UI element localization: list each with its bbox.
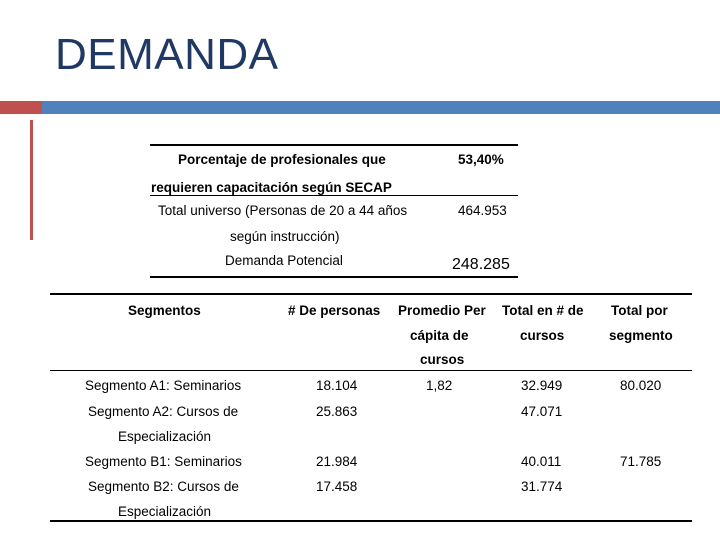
summary-row1-value: 53,40%	[458, 152, 504, 167]
summary-row3-value: 248.285	[452, 256, 510, 273]
row-total-segmento: 71.785	[620, 454, 662, 469]
summary-row2-value: 464.953	[458, 203, 507, 218]
header-total-cursos-1: Total en # de	[502, 303, 584, 318]
header-segmentos: Segmentos	[128, 303, 201, 318]
row-segment: Segmento B2: Cursos de	[88, 479, 239, 494]
segments-bottom-rule	[50, 520, 692, 522]
header-promedio-1: Promedio Per	[398, 303, 486, 318]
summary-row2-label-2: según instrucción)	[230, 229, 340, 244]
summary-top-rule	[150, 144, 518, 146]
row-total-cursos: 31.774	[521, 479, 563, 494]
summary-row2-label-1: Total universo (Personas de 20 a 44 años	[158, 203, 408, 218]
row-segment-cont: Especialización	[118, 504, 212, 519]
header-personas: # De personas	[288, 303, 381, 318]
row-total-cursos: 32.949	[521, 378, 563, 393]
row-personas: 18.104	[316, 378, 358, 393]
segments-header-rule	[50, 370, 692, 371]
header-total-segmento-2: segmento	[609, 328, 673, 343]
summary-row1-label-2: requieren capacitación según SECAP	[151, 180, 392, 195]
row-personas: 21.984	[316, 454, 358, 469]
row-personas: 17.458	[316, 479, 358, 494]
header-total-segmento-1: Total por	[611, 303, 668, 318]
row-segment: Segmento A1: Seminarios	[85, 378, 242, 393]
segments-top-rule	[50, 293, 692, 295]
row-promedio: 1,82	[426, 378, 453, 393]
row-personas: 25.863	[316, 404, 358, 419]
row-segment: Segmento B1: Seminarios	[85, 454, 242, 469]
slide-title: DEMANDA	[55, 30, 279, 79]
row-segment: Segmento A2: Cursos de	[88, 404, 239, 419]
header-promedio-3: cursos	[420, 352, 465, 367]
accent-gap	[0, 114, 720, 120]
header-promedio-2: cápita de	[410, 328, 469, 343]
left-accent-line	[30, 120, 33, 240]
row-total-cursos: 47.071	[521, 404, 563, 419]
summary-row-divider	[150, 195, 518, 196]
summary-bottom-rule	[150, 276, 518, 278]
row-total-segmento: 80.020	[620, 378, 662, 393]
header-total-cursos-2: cursos	[520, 328, 565, 343]
row-total-cursos: 40.011	[521, 454, 562, 469]
row-segment-cont: Especialización	[118, 429, 212, 444]
summary-row1-label-1: Porcentaje de profesionales que	[178, 152, 386, 167]
summary-row3-label: Demanda Potencial	[225, 253, 343, 268]
